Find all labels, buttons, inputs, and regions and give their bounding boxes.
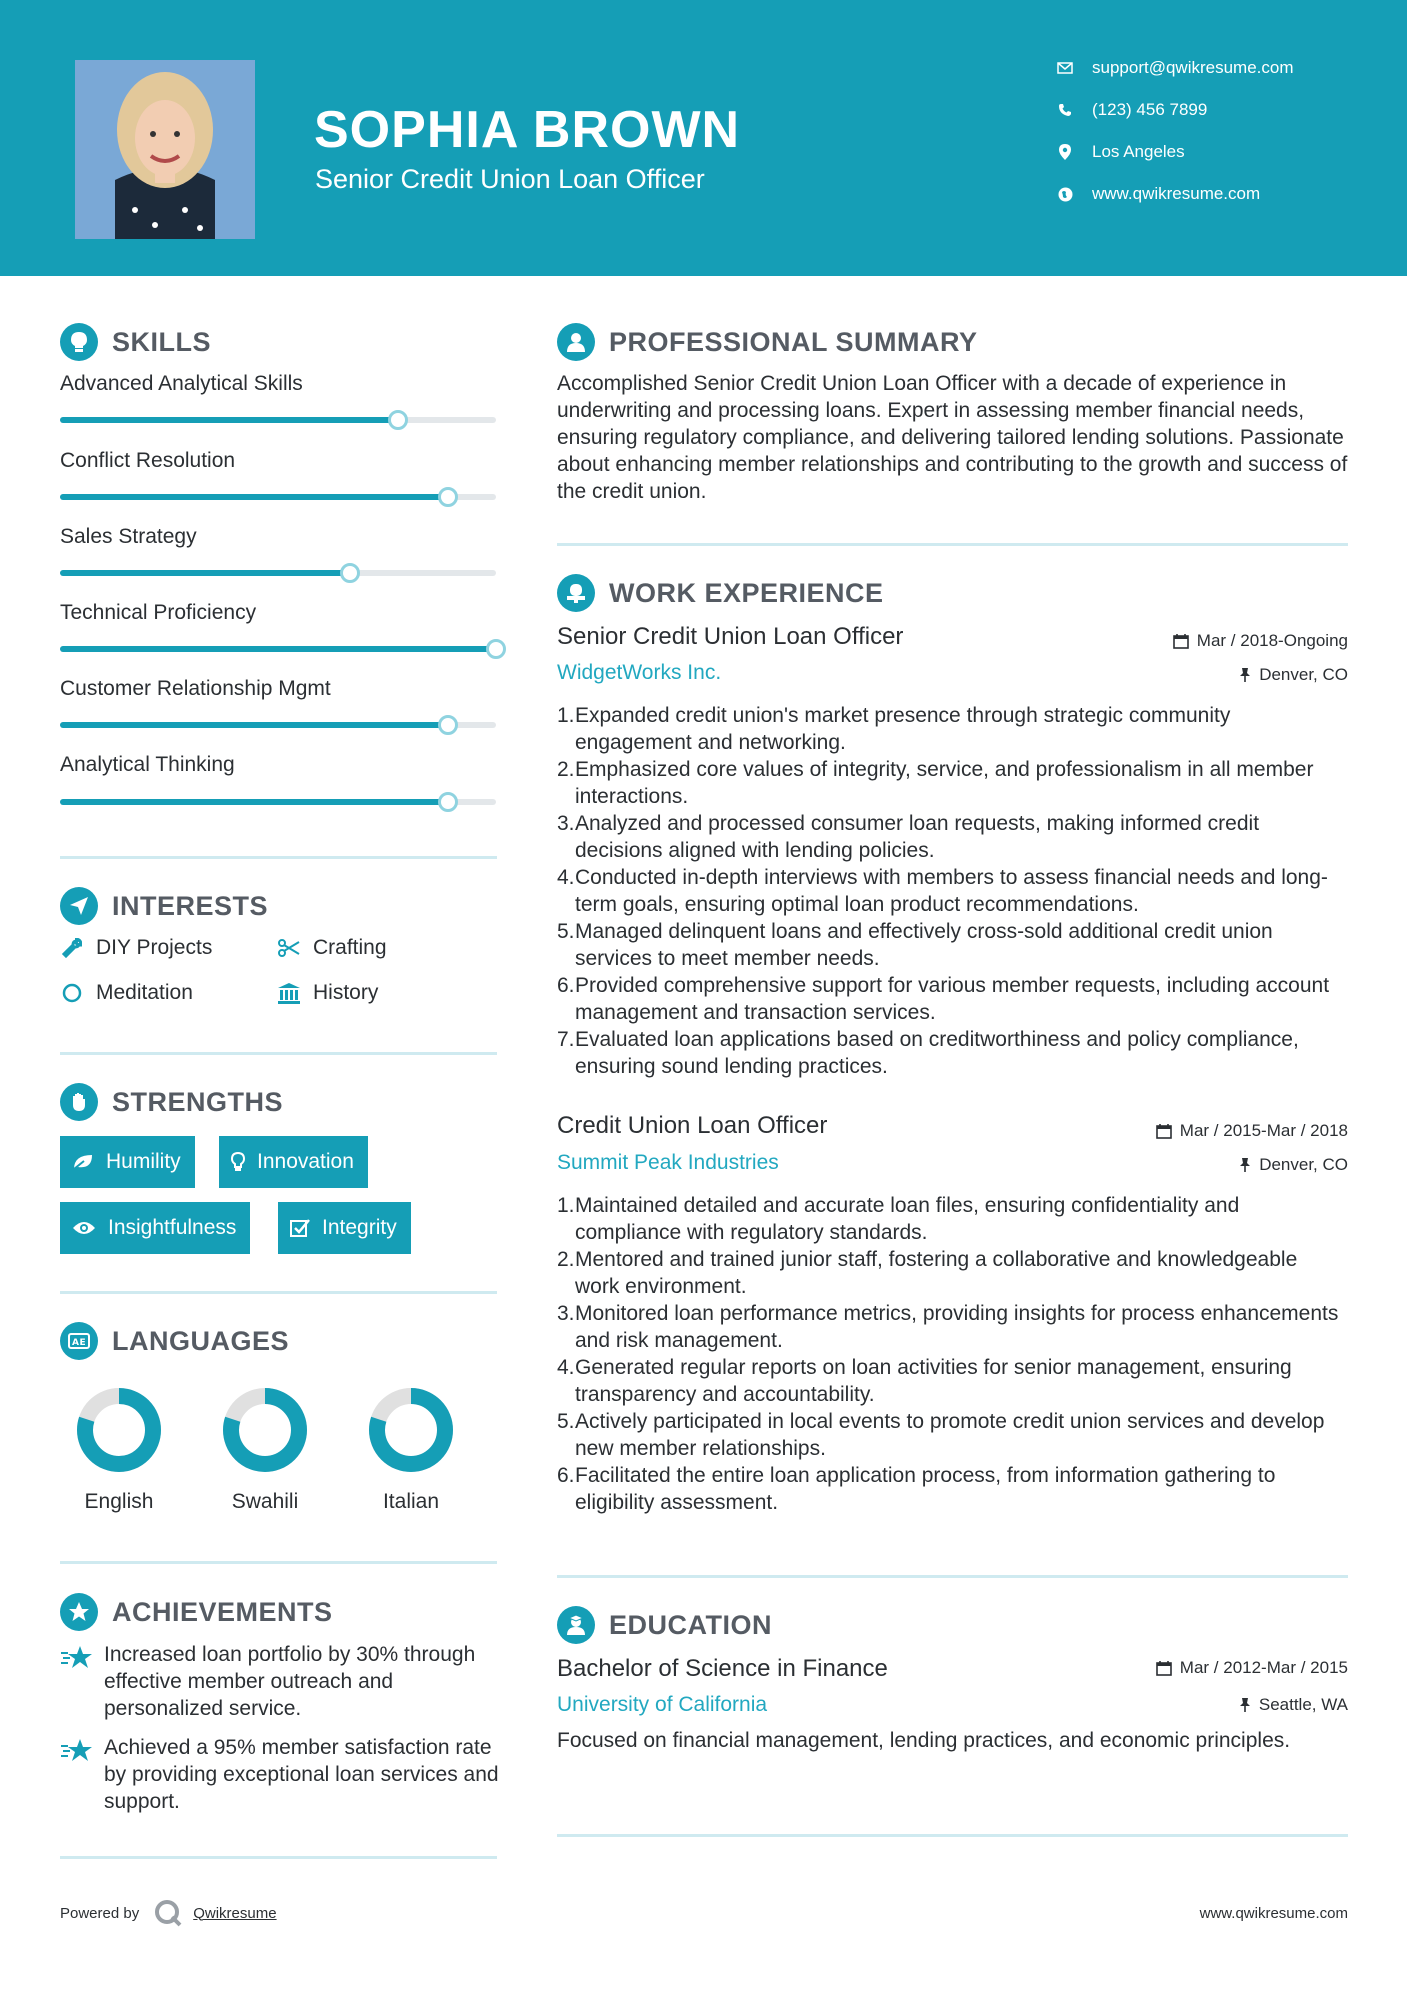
resume-header (0, 0, 1407, 276)
experience-heading-text: WORK EXPERIENCE (609, 577, 884, 608)
section-divider (557, 1834, 1348, 1837)
star-badge-icon (60, 1593, 98, 1631)
section-divider (60, 1052, 497, 1055)
eye-icon (72, 1220, 96, 1236)
education-heading-text: EDUCATION (609, 1609, 772, 1640)
skills-heading (60, 323, 211, 361)
museum-icon (277, 982, 301, 1004)
achievement-item (60, 1734, 500, 1815)
lightbulb-icon (231, 1152, 245, 1172)
experience-heading (557, 574, 884, 612)
skill-label: Conflict Resolution (60, 449, 236, 472)
list-item: 3. Analyzed and processed consumer loan requests, making informed credit decisions aligned with lending policies. (557, 812, 1260, 862)
strength-tag (60, 1202, 250, 1254)
section-divider (557, 1575, 1348, 1578)
interest-label: Meditation (96, 981, 193, 1004)
star-icon (60, 1641, 104, 1722)
language-item (346, 1388, 476, 1514)
interest-item (60, 981, 193, 1005)
strength-label: Integrity (322, 1216, 397, 1239)
candidate-name: SOPHIA BROWN (314, 101, 741, 159)
list-item: 2. Emphasized core values of integrity, service, and professionalism in all member interactions. (557, 758, 1314, 808)
contact-location (1054, 142, 1185, 162)
education-location-text: Seattle, WA (1258, 1695, 1348, 1714)
skill-label: Advanced Analytical Skills (60, 372, 303, 395)
skill-bar-fill (60, 417, 398, 423)
profile-photo (75, 60, 255, 239)
achievement-item (60, 1641, 500, 1722)
education-dates-text: Mar / 2012-Mar / 2015 (1179, 1658, 1348, 1677)
leaf-icon (72, 1153, 94, 1171)
contact-website-text: www.qwikresume.com (1092, 184, 1261, 203)
section-divider (60, 1561, 497, 1564)
section-divider (60, 1291, 497, 1294)
summary-heading-text: PROFESSIONAL SUMMARY (609, 326, 978, 357)
skill-label: Analytical Thinking (60, 753, 235, 776)
section-divider (60, 856, 497, 859)
footer-website[interactable]: www.qwikresume.com (1199, 1905, 1348, 1922)
languages-heading (60, 1322, 289, 1360)
language-donut (223, 1388, 307, 1472)
skill-bar-knob (340, 563, 360, 583)
calendar-icon (1173, 633, 1189, 649)
education-school: University of California (557, 1693, 768, 1716)
skill-label: Sales Strategy (60, 525, 197, 548)
list-item: 5. Managed delinquent loans and effectively cross-sold additional credit union services to meet member needs. (557, 920, 1273, 970)
pushpin-icon (1239, 667, 1251, 683)
wrench-icon (60, 938, 84, 958)
job-dates (1156, 1121, 1348, 1141)
job-location-text: Denver, CO (1259, 1155, 1348, 1174)
strength-label: Innovation (257, 1150, 354, 1173)
list-item: 3. Monitored loan performance metrics, providing insights for process enhancements and risk management. (557, 1302, 1339, 1352)
section-divider (60, 1856, 497, 1859)
list-item: 4. Conducted in-depth interviews with members to assess financial needs and long-term goals, ensuring optimal loan product recommendations. (557, 866, 1328, 916)
job-location (1239, 1155, 1348, 1175)
circle-icon (60, 983, 84, 1003)
job-company: Summit Peak Industries (557, 1151, 779, 1174)
list-item: 4. Generated regular reports on loan activities for senior management, ensuring transparency and accountability. (557, 1356, 1292, 1406)
skill-bar (60, 646, 496, 652)
candidate-title: Senior Credit Union Loan Officer (315, 164, 705, 194)
interest-label: Crafting (313, 936, 387, 959)
strengths-heading-text: STRENGTHS (112, 1086, 284, 1117)
skill-bar-knob (438, 487, 458, 507)
checkbox-icon (290, 1218, 310, 1238)
list-item: 6. Provided comprehensive support for various member requests, including account management and transaction services. (557, 974, 1330, 1024)
qwikresume-link[interactable]: Qwikresume (193, 1904, 277, 1922)
language-donut (369, 1388, 453, 1472)
pushpin-icon (1239, 1157, 1251, 1173)
phone-icon (1054, 103, 1076, 117)
languages-heading-text: LANGUAGES (112, 1325, 290, 1356)
job-location-text: Denver, CO (1259, 665, 1348, 684)
list-item: 5. Actively participated in local events to promote credit union services and develop new member relationships. (557, 1410, 1325, 1460)
contact-location-text: Los Angeles (1092, 142, 1185, 161)
language-item (54, 1388, 184, 1514)
interest-item (60, 936, 212, 960)
strength-tag (219, 1136, 368, 1188)
skill-bar-knob (438, 792, 458, 812)
skill-bar (60, 570, 496, 576)
skill-bar-knob (486, 639, 506, 659)
job-title: Credit Union Loan Officer (557, 1112, 828, 1139)
skill-label: Technical Proficiency (60, 601, 257, 624)
user-icon (557, 323, 595, 361)
achievement-text: Increased loan portfolio by 30% through effective member outreach and personalized service. (104, 1643, 476, 1720)
map-pin-icon (1054, 144, 1076, 160)
skill-bar-knob (388, 410, 408, 430)
powered-by-text: Powered by (60, 1904, 140, 1922)
job-company: WidgetWorks Inc. (557, 661, 722, 684)
contact-phone-text: (123) 456 7899 (1092, 100, 1208, 119)
education-description: Focused on financial management, lending practices, and economic principles. (557, 1729, 1291, 1752)
hand-icon (60, 1083, 98, 1121)
list-item: 7. Evaluated loan applications based on creditworthiness and policy compliance, ensuring sound lending practices. (557, 1028, 1299, 1078)
skill-bar-fill (60, 646, 496, 652)
paper-plane-icon (60, 887, 98, 925)
strength-label: Insightfulness (108, 1216, 237, 1239)
skill-bar (60, 417, 496, 423)
star-icon (60, 1734, 104, 1815)
job-dates (1173, 631, 1348, 651)
language-name: English (84, 1490, 154, 1513)
skill-bar-fill (60, 722, 448, 728)
list-item: 2. Mentored and trained junior staff, fostering a collaborative and knowledgeable work environment. (557, 1248, 1298, 1298)
calendar-icon (1156, 1123, 1172, 1139)
achievements-heading-text: ACHIEVEMENTS (112, 1596, 333, 1627)
language-item (200, 1388, 330, 1514)
skill-bar (60, 722, 496, 728)
education-degree: Bachelor of Science in Finance (557, 1655, 888, 1682)
lightbulb-icon (60, 323, 98, 361)
footer-powered-by (60, 1898, 277, 1928)
svg-text:AE: AE (72, 1338, 87, 1348)
summary-text: Accomplished Senior Credit Union Loan Officer with a decade of experience in underwriting and processing loans. Expert in assessing member financial needs, ensuring regulatory compliance, and delivering tailored lending solutions. Passionate about enhancing member relationships and contributing to the growth and success of the credit union. (557, 372, 1348, 503)
job-dates-text: Mar / 2018-Ongoing (1196, 631, 1348, 650)
pushpin-icon (1239, 1697, 1251, 1713)
education-heading (557, 1606, 772, 1644)
strength-label: Humility (106, 1150, 181, 1173)
interests-heading-text: INTERESTS (112, 890, 269, 921)
job-title: Senior Credit Union Loan Officer (557, 623, 904, 650)
strength-tag (278, 1202, 411, 1254)
skill-bar-fill (60, 799, 448, 805)
contact-website[interactable] (1054, 184, 1260, 204)
strengths-heading (60, 1083, 283, 1121)
interest-label: History (313, 981, 379, 1004)
skills-heading-text: SKILLS (112, 326, 212, 357)
contact-email[interactable] (1054, 58, 1294, 78)
education-dates (1156, 1658, 1348, 1678)
graduate-icon (557, 1606, 595, 1644)
skill-label: Customer Relationship Mgmt (60, 677, 331, 700)
skill-bar-fill (60, 570, 350, 576)
section-divider (557, 543, 1348, 546)
strength-tag (60, 1136, 195, 1188)
envelope-icon (1054, 62, 1076, 74)
qwikresume-logo-icon (153, 1898, 183, 1928)
skill-bar (60, 494, 496, 500)
contact-phone[interactable] (1054, 100, 1207, 120)
interest-label: DIY Projects (96, 936, 213, 959)
contact-email-text: support@qwikresume.com (1092, 58, 1294, 77)
language-name: Italian (382, 1490, 440, 1513)
interests-heading (60, 887, 268, 925)
globe-icon (1054, 187, 1076, 202)
scissors-icon (277, 939, 301, 957)
briefcase-icon (557, 574, 595, 612)
calendar-icon (1156, 1660, 1172, 1676)
list-item: 1. Maintained detailed and accurate loan files, ensuring confidentiality and compliance with regulatory standards. (557, 1194, 1240, 1244)
job-dates-text: Mar / 2015-Mar / 2018 (1179, 1121, 1348, 1140)
job-bullets (557, 702, 1347, 1080)
translate-icon (60, 1322, 98, 1360)
skill-bar (60, 799, 496, 805)
achievement-text: Achieved a 95% member satisfaction rate by providing exceptional loan services and support. (104, 1736, 499, 1813)
interest-item (277, 936, 387, 960)
skill-bar-knob (438, 715, 458, 735)
language-donut (77, 1388, 161, 1472)
list-item: 6. Facilitated the entire loan application process, from information gathering to eligibility assessment. (557, 1464, 1276, 1514)
job-bullets (557, 1192, 1347, 1516)
language-name: Swahili (231, 1490, 299, 1513)
list-item: 1. Expanded credit union's market presence through strategic community engagement and networking. (557, 704, 1231, 754)
job-location (1239, 665, 1348, 685)
achievements-heading (60, 1593, 333, 1631)
summary-heading (557, 323, 978, 361)
interest-item (277, 981, 378, 1005)
skill-bar-fill (60, 494, 448, 500)
education-location (1239, 1695, 1348, 1715)
